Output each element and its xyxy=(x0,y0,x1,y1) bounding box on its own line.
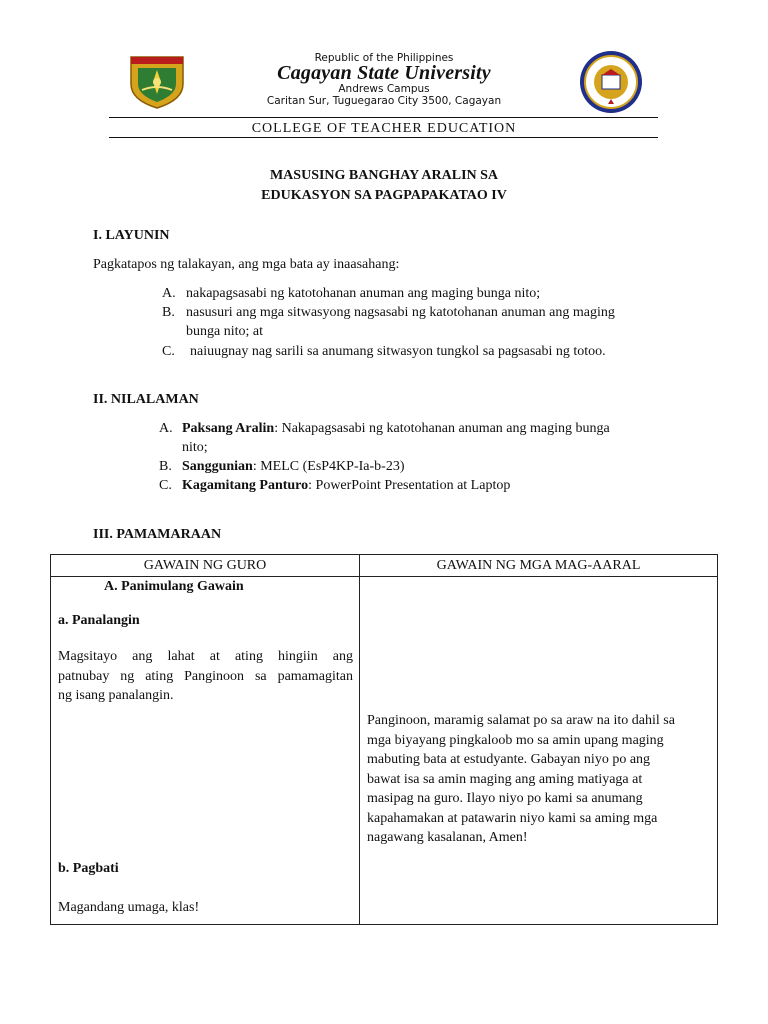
nilalaman-item-a-cont: nito; xyxy=(182,440,208,455)
list-item-text: nasusuri ang mga sitwasyong nagsasabi ng katotohanan anuman ang maging xyxy=(186,305,615,320)
item-label: Kagamitang Panturo xyxy=(182,478,309,493)
pagbati-label: b. Pagbati xyxy=(58,861,119,876)
item-label: Sanggunian xyxy=(182,459,253,474)
item-text: : PowerPoint Presentation at Laptop xyxy=(308,478,511,493)
university-name: Cagayan State University xyxy=(277,62,491,84)
header-rule-bottom xyxy=(109,137,658,138)
section-heading-nilalaman: II. NILALAMAN xyxy=(93,392,199,407)
college-name: COLLEGE OF TEACHER EDUCATION xyxy=(251,121,517,136)
list-marker: A. xyxy=(162,286,176,301)
text-line: patnubay ng ating Panginoon sa pamamagitan xyxy=(58,668,353,684)
subsection-panimulang-gawain: A. Panimulang Gawain xyxy=(104,579,244,594)
lesson-title-line1: MASUSING BANGHAY ARALIN SA xyxy=(269,168,499,183)
list-item-text: naiuugnay nag sarili sa anumang sitwasyon tungkol sa pagsasabi ng totoo. xyxy=(190,344,606,359)
procedure-table xyxy=(50,554,718,925)
campus-address: Caritan Sur, Tuguegarao City 3500, Cagayan xyxy=(266,95,502,107)
col-header-mag-aaral: GAWAIN NG MGA MAG-AARAL xyxy=(360,555,718,577)
layunin-item-a xyxy=(162,284,682,303)
section-heading-layunin: I. LAYUNIN xyxy=(93,228,170,243)
panalangin-guro-text xyxy=(58,647,353,706)
text-line: bawat isa sa amin maging ang aming matiyaga at xyxy=(367,771,643,787)
nilalaman-item-b xyxy=(159,457,679,476)
nilalaman-item-a xyxy=(159,419,679,438)
text-line: kapahamakan at patawarin niyo kami sa aming mga xyxy=(367,810,658,826)
col-header-guro: GAWAIN NG GURO xyxy=(51,555,360,577)
text-line: mga biyayang pingkaloob mo sa amin upang maging xyxy=(367,732,664,748)
mag-aaral-cell xyxy=(360,577,718,925)
campus-name: Andrews Campus xyxy=(338,83,430,95)
list-marker: C. xyxy=(162,344,175,359)
layunin-item-c xyxy=(162,342,682,361)
nilalaman-item-c xyxy=(159,476,679,495)
panalangin-label: a. Panalangin xyxy=(58,613,140,628)
text-line: nagawang kasalanan, Amen! xyxy=(367,830,528,845)
text-line: ng isang panalangin. xyxy=(58,688,174,703)
layunin-item-b xyxy=(162,303,682,322)
layunin-intro: Pagkatapos ng talakayan, ang mga bata ay inaasahang: xyxy=(93,257,400,272)
item-text: : Nakapagsasabi ng katotohanan anuman ang maging bunga xyxy=(274,421,610,436)
text-line: Magsitayo ang lahat at ating hingiin ang xyxy=(58,649,353,664)
header-rule-top xyxy=(109,117,658,118)
text-line: Panginoon, maramig salamat po sa araw na ito dahil sa xyxy=(367,713,675,728)
section-heading-pamamaraan: III. PAMAMARAAN xyxy=(93,527,222,542)
table-header-row xyxy=(51,555,718,577)
list-marker: B. xyxy=(159,459,172,474)
item-text: : MELC (EsP4KP-Ia-b-23) xyxy=(252,459,405,474)
list-marker: A. xyxy=(159,421,173,436)
text-line: masipag na guro. Ilayo niyo po kami sa anumang xyxy=(367,791,643,806)
pagbati-guro-text: Magandang umaga, klas! xyxy=(58,900,200,915)
list-item-text: nakapagsasabi ng katotohanan anuman ang maging bunga nito; xyxy=(186,286,541,301)
text-line: mabuting bata at estudyante. Gabayan niyo po ang xyxy=(367,752,651,767)
item-label: Paksang Aralin xyxy=(182,421,275,436)
layunin-item-b-cont: bunga nito; at xyxy=(186,324,263,339)
table-row xyxy=(51,577,718,925)
list-marker: B. xyxy=(162,305,175,320)
panalangin-mag-aaral-text xyxy=(367,711,712,848)
guro-cell xyxy=(51,577,360,925)
list-marker: C. xyxy=(159,478,172,493)
republic-line: Republic of the Philippines xyxy=(314,52,454,64)
lesson-title-line2: EDUKASYON SA PAGPAPAKATAO IV xyxy=(261,188,507,203)
